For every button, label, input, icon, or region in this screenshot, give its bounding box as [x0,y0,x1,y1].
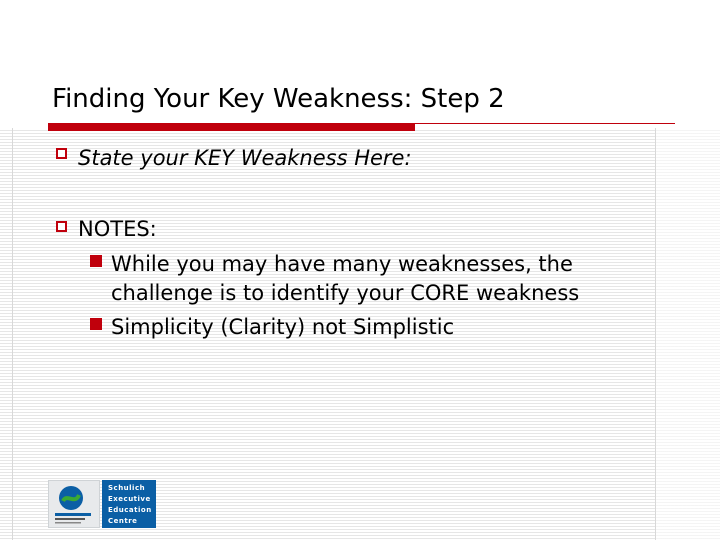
background-rule [12,128,13,540]
logo-text-line: Education [108,506,152,514]
schulich-emblem-icon [49,481,99,527]
lined-background-margin [655,128,720,540]
title-underline-accent [48,123,415,131]
logo-text-line: Schulich [108,484,146,492]
sub-bullet-text-line: challenge is to identify your CORE weakness [111,281,580,305]
filled-square-bullet-icon [90,255,102,267]
slide-title: Finding Your Key Weakness: Step 2 [52,84,505,114]
executive-education-logo [102,480,156,528]
logo-text-line: Centre [108,517,138,525]
hollow-square-bullet-icon [56,221,67,232]
hollow-square-bullet-icon [56,148,67,159]
logo-text-line: Executive [108,495,151,503]
bullet-text-key-weakness: State your KEY Weakness Here: [78,146,412,170]
schulich-school-logo [48,480,100,528]
bullet-text-notes: NOTES: [78,217,157,241]
sub-bullet-text-line: While you may have many weaknesses, the [111,252,573,276]
title-underline-rule [415,123,675,124]
background-rule [655,128,656,540]
filled-square-bullet-icon [90,318,102,330]
sub-bullet-text-simplicity: Simplicity (Clarity) not Simplistic [111,315,455,339]
